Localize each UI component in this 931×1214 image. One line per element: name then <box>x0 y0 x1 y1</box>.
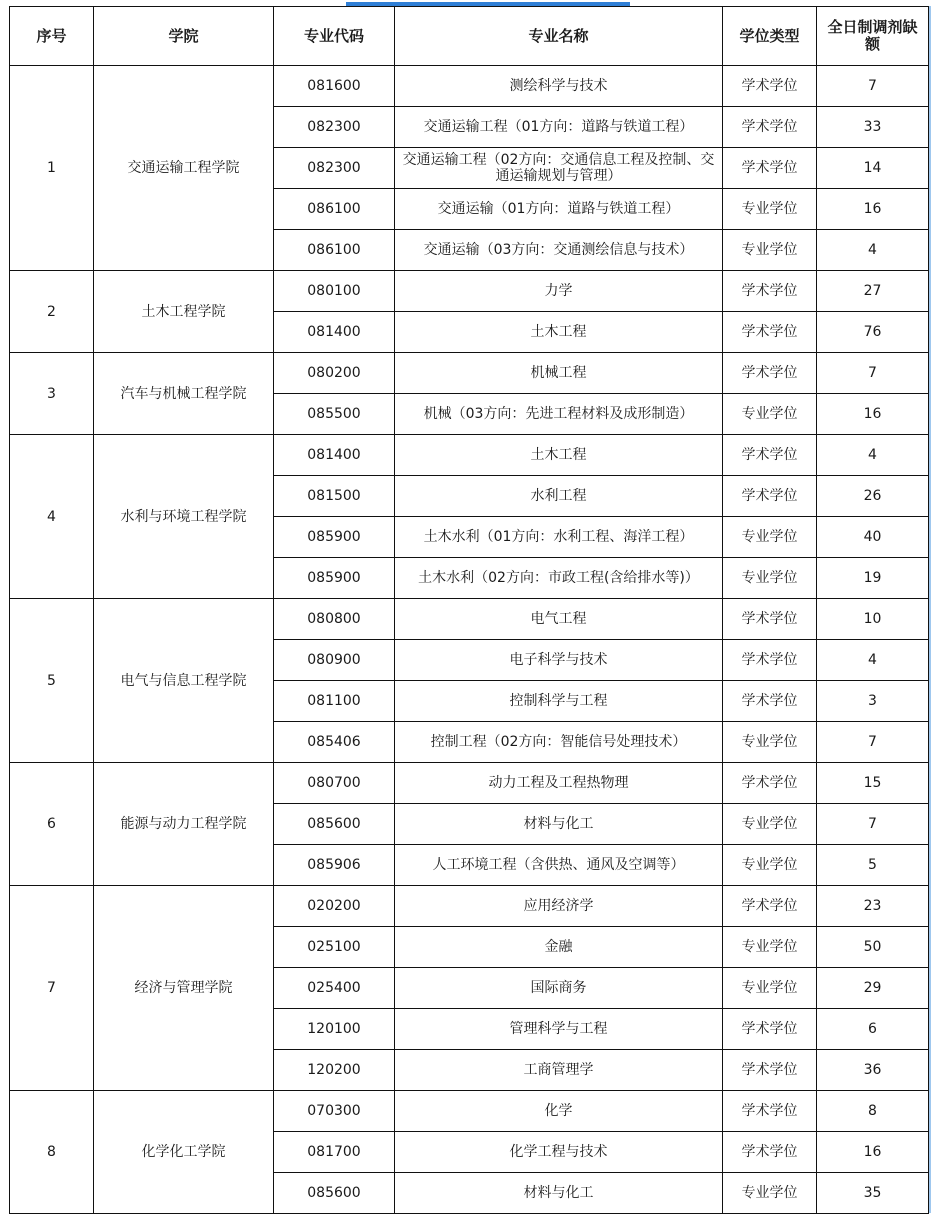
cell-major: 机械工程 <box>395 353 723 394</box>
cell-degree: 专业学位 <box>723 558 817 599</box>
cell-code: 081400 <box>274 435 395 476</box>
cell-major: 交通运输（03方向：交通测绘信息与技术） <box>395 230 723 271</box>
cell-degree: 专业学位 <box>723 517 817 558</box>
cell-degree: 专业学位 <box>723 845 817 886</box>
cell-degree: 学术学位 <box>723 353 817 394</box>
table-row <box>10 353 929 394</box>
cell-vacancy: 8 <box>817 1091 929 1132</box>
cell-degree: 学术学位 <box>723 66 817 107</box>
table-body <box>10 66 929 1214</box>
header-code: 专业代码 <box>274 7 395 66</box>
cell-major: 电气工程 <box>395 599 723 640</box>
cell-degree: 学术学位 <box>723 476 817 517</box>
cell-code: 081400 <box>274 312 395 353</box>
cell-college: 能源与动力工程学院 <box>94 763 274 886</box>
cell-major: 土木工程 <box>395 312 723 353</box>
cell-vacancy: 36 <box>817 1050 929 1091</box>
header-major: 专业名称 <box>395 7 723 66</box>
cell-index: 6 <box>10 763 94 886</box>
cell-major: 土木水利（02方向：市政工程(含给排水等)） <box>395 558 723 599</box>
cell-code: 082300 <box>274 107 395 148</box>
cell-code: 081700 <box>274 1132 395 1173</box>
cell-degree: 学术学位 <box>723 271 817 312</box>
cell-code: 080100 <box>274 271 395 312</box>
table-header-row <box>10 7 929 66</box>
cell-degree: 学术学位 <box>723 681 817 722</box>
cell-vacancy: 76 <box>817 312 929 353</box>
cell-college: 交通运输工程学院 <box>94 66 274 271</box>
cell-major: 工商管理学 <box>395 1050 723 1091</box>
cell-vacancy: 40 <box>817 517 929 558</box>
table-row <box>10 599 929 640</box>
cell-degree: 学术学位 <box>723 763 817 804</box>
cell-code: 085500 <box>274 394 395 435</box>
cell-major: 土木水利（01方向：水利工程、海洋工程） <box>395 517 723 558</box>
cell-vacancy: 23 <box>817 886 929 927</box>
cell-vacancy: 3 <box>817 681 929 722</box>
cell-code: 085906 <box>274 845 395 886</box>
cell-code: 081600 <box>274 66 395 107</box>
cell-vacancy: 35 <box>817 1173 929 1214</box>
cell-degree: 学术学位 <box>723 1050 817 1091</box>
cell-code: 085600 <box>274 1173 395 1214</box>
cell-index: 1 <box>10 66 94 271</box>
cell-code: 080200 <box>274 353 395 394</box>
cell-vacancy: 10 <box>817 599 929 640</box>
cell-vacancy: 16 <box>817 189 929 230</box>
cell-major: 控制科学与工程 <box>395 681 723 722</box>
cell-degree: 学术学位 <box>723 148 817 189</box>
cell-degree: 学术学位 <box>723 435 817 476</box>
cell-vacancy: 7 <box>817 722 929 763</box>
cell-vacancy: 7 <box>817 66 929 107</box>
cell-index: 2 <box>10 271 94 353</box>
table-row <box>10 271 929 312</box>
table-row <box>10 886 929 927</box>
cell-college: 化学化工学院 <box>94 1091 274 1214</box>
cell-code: 120200 <box>274 1050 395 1091</box>
cell-vacancy: 27 <box>817 271 929 312</box>
cell-major: 控制工程（02方向：智能信号处理技术） <box>395 722 723 763</box>
cell-code: 025400 <box>274 968 395 1009</box>
cell-code: 085900 <box>274 558 395 599</box>
cell-code: 080800 <box>274 599 395 640</box>
cell-major: 土木工程 <box>395 435 723 476</box>
cell-vacancy: 29 <box>817 968 929 1009</box>
cell-vacancy: 14 <box>817 148 929 189</box>
cell-code: 085406 <box>274 722 395 763</box>
cell-vacancy: 4 <box>817 435 929 476</box>
cell-vacancy: 7 <box>817 804 929 845</box>
header-degree: 学位类型 <box>723 7 817 66</box>
cell-vacancy: 7 <box>817 353 929 394</box>
table-row <box>10 435 929 476</box>
cell-vacancy: 50 <box>817 927 929 968</box>
table-row <box>10 66 929 107</box>
cell-code: 080700 <box>274 763 395 804</box>
cell-major: 机械（03方向：先进工程材料及成形制造） <box>395 394 723 435</box>
cell-degree: 学术学位 <box>723 107 817 148</box>
cell-college: 汽车与机械工程学院 <box>94 353 274 435</box>
cell-college: 经济与管理学院 <box>94 886 274 1091</box>
cell-degree: 学术学位 <box>723 886 817 927</box>
cell-vacancy: 6 <box>817 1009 929 1050</box>
cell-vacancy: 15 <box>817 763 929 804</box>
cell-vacancy: 16 <box>817 1132 929 1173</box>
cell-code: 080900 <box>274 640 395 681</box>
cell-major: 材料与化工 <box>395 804 723 845</box>
cell-code: 085900 <box>274 517 395 558</box>
cell-vacancy: 4 <box>817 230 929 271</box>
cell-major: 测绘科学与技术 <box>395 66 723 107</box>
cell-vacancy: 19 <box>817 558 929 599</box>
cell-degree: 专业学位 <box>723 230 817 271</box>
cell-major: 电子科学与技术 <box>395 640 723 681</box>
cell-code: 085600 <box>274 804 395 845</box>
cell-vacancy: 4 <box>817 640 929 681</box>
cell-code: 086100 <box>274 230 395 271</box>
cell-code: 025100 <box>274 927 395 968</box>
cell-major: 交通运输工程（01方向：道路与铁道工程） <box>395 107 723 148</box>
cell-major: 人工环境工程（含供热、通风及空调等） <box>395 845 723 886</box>
cell-degree: 专业学位 <box>723 927 817 968</box>
cell-degree: 学术学位 <box>723 640 817 681</box>
cell-major: 国际商务 <box>395 968 723 1009</box>
cell-code: 020200 <box>274 886 395 927</box>
cell-major: 交通运输工程（02方向：交通信息工程及控制、交通运输规划与管理） <box>395 148 723 189</box>
cell-major: 化学 <box>395 1091 723 1132</box>
cell-degree: 学术学位 <box>723 312 817 353</box>
cell-major: 材料与化工 <box>395 1173 723 1214</box>
cell-degree: 学术学位 <box>723 1009 817 1050</box>
cell-code: 086100 <box>274 189 395 230</box>
cell-major: 水利工程 <box>395 476 723 517</box>
cell-vacancy: 33 <box>817 107 929 148</box>
cell-index: 8 <box>10 1091 94 1214</box>
table-row <box>10 1091 929 1132</box>
cell-major: 化学工程与技术 <box>395 1132 723 1173</box>
cell-index: 5 <box>10 599 94 763</box>
cell-major: 管理科学与工程 <box>395 1009 723 1050</box>
cell-degree: 专业学位 <box>723 968 817 1009</box>
cell-vacancy: 26 <box>817 476 929 517</box>
cell-degree: 学术学位 <box>723 599 817 640</box>
cell-degree: 专业学位 <box>723 394 817 435</box>
cell-code: 081500 <box>274 476 395 517</box>
cell-index: 4 <box>10 435 94 599</box>
cell-degree: 学术学位 <box>723 1132 817 1173</box>
cell-code: 070300 <box>274 1091 395 1132</box>
cell-vacancy: 5 <box>817 845 929 886</box>
cell-index: 3 <box>10 353 94 435</box>
cell-degree: 专业学位 <box>723 189 817 230</box>
cell-major: 交通运输（01方向：道路与铁道工程） <box>395 189 723 230</box>
cell-college: 土木工程学院 <box>94 271 274 353</box>
cell-degree: 专业学位 <box>723 1173 817 1214</box>
cell-index: 7 <box>10 886 94 1091</box>
header-index: 序号 <box>10 7 94 66</box>
cell-college: 电气与信息工程学院 <box>94 599 274 763</box>
cell-code: 120100 <box>274 1009 395 1050</box>
header-vacancy: 全日制调剂缺额 <box>817 7 929 66</box>
cell-major: 力学 <box>395 271 723 312</box>
cell-degree: 学术学位 <box>723 1091 817 1132</box>
cell-degree: 专业学位 <box>723 722 817 763</box>
table-row <box>10 763 929 804</box>
cell-major: 应用经济学 <box>395 886 723 927</box>
header-college: 学院 <box>94 7 274 66</box>
cell-code: 081100 <box>274 681 395 722</box>
cell-code: 082300 <box>274 148 395 189</box>
cell-vacancy: 16 <box>817 394 929 435</box>
cell-college: 水利与环境工程学院 <box>94 435 274 599</box>
cell-major: 动力工程及工程热物理 <box>395 763 723 804</box>
vacancy-table <box>9 6 929 1214</box>
cell-major: 金融 <box>395 927 723 968</box>
cell-degree: 专业学位 <box>723 804 817 845</box>
